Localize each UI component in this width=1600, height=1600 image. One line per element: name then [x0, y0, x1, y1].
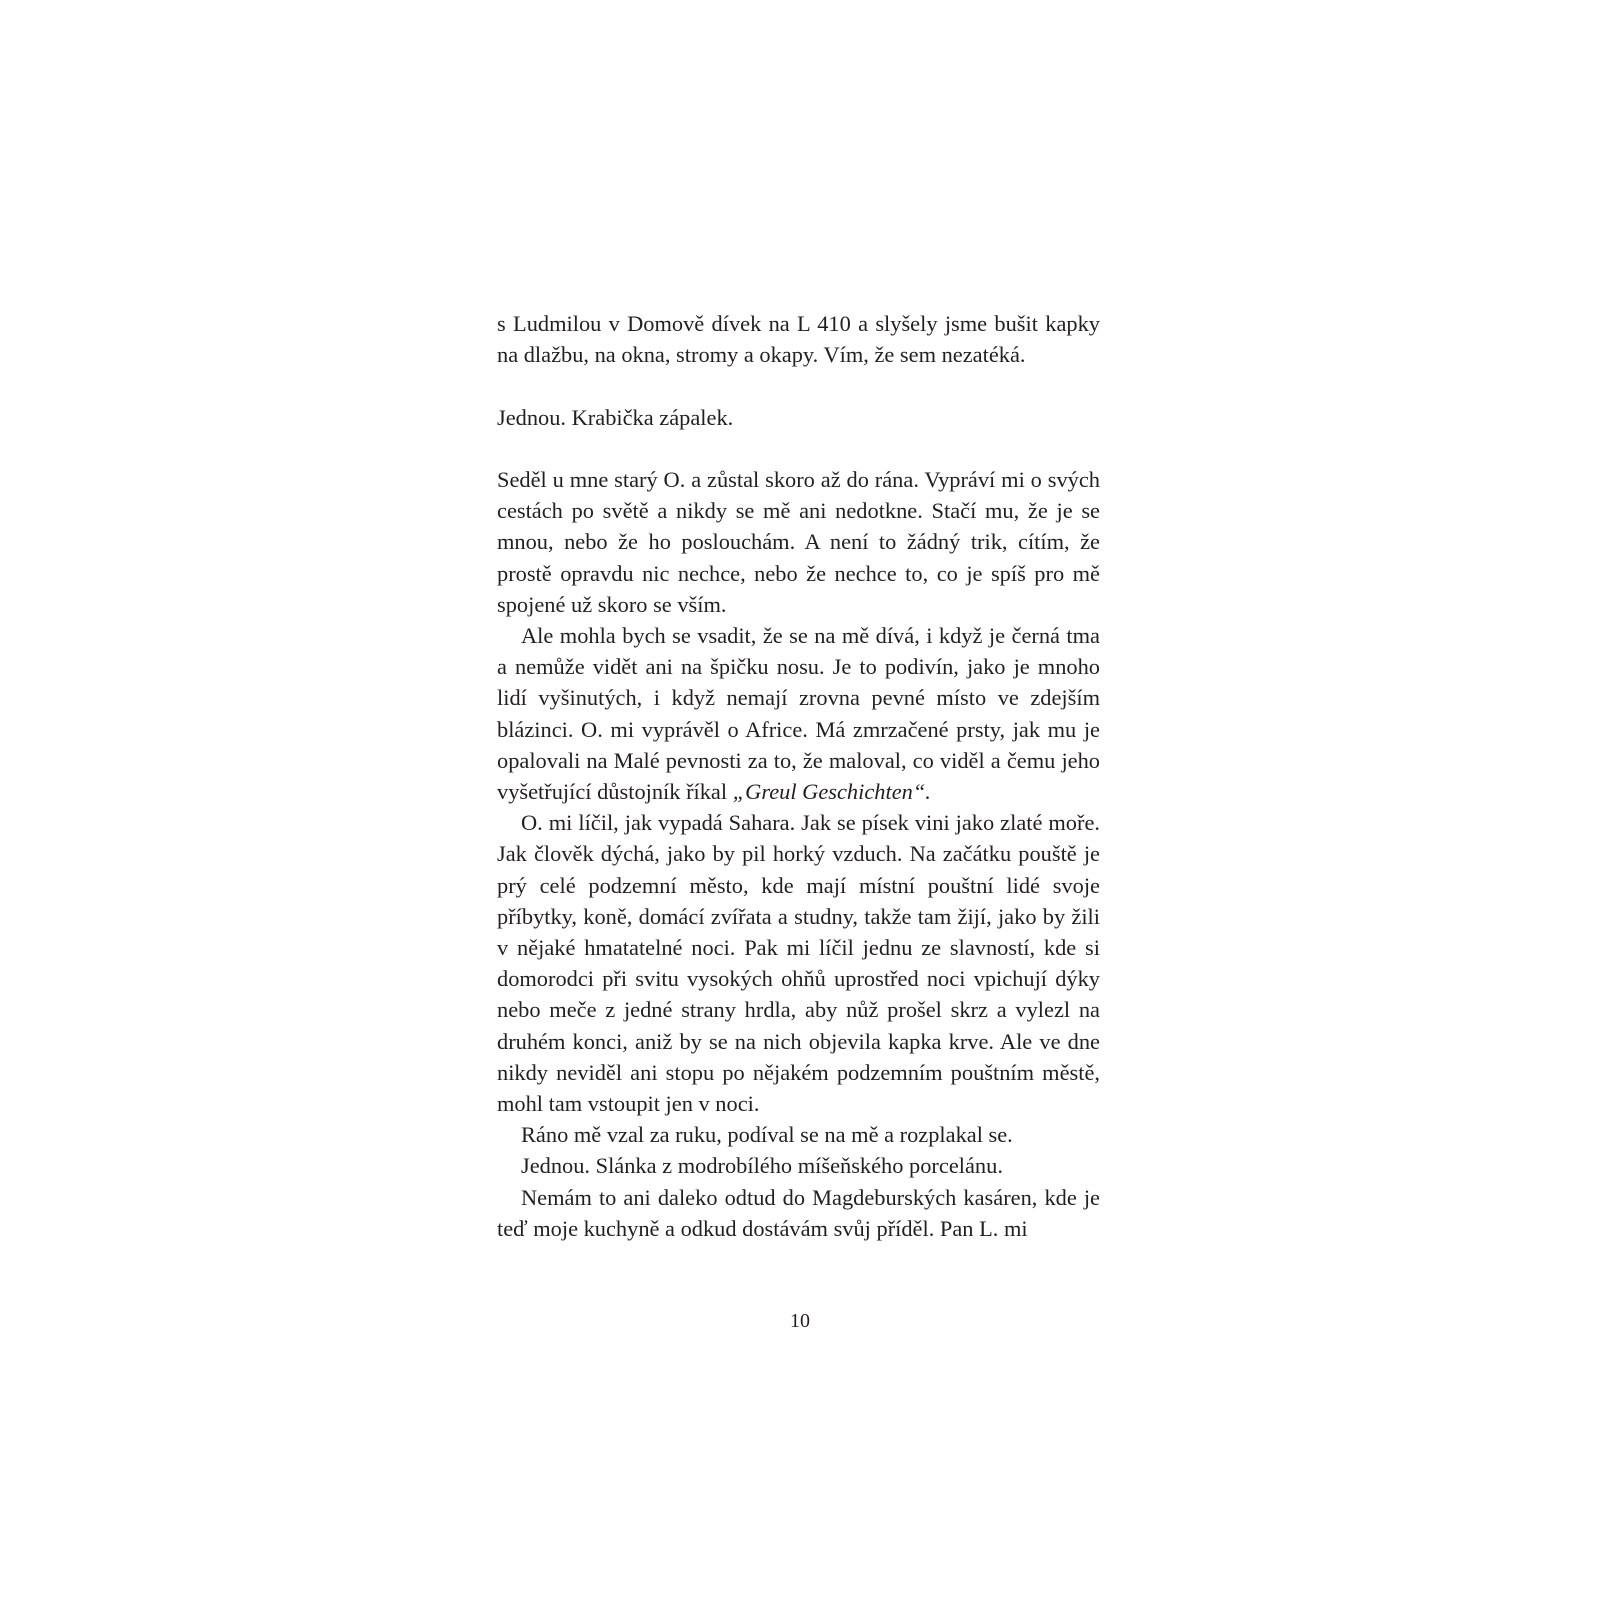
italic-quote: „Greul Geschichten“.	[732, 779, 931, 805]
paragraph-gap	[497, 370, 1100, 401]
paragraph-6: Ráno mě vzal za ruku, podíval se na mě a rozplakal se.	[521, 1122, 1013, 1148]
paragraph-4	[497, 620, 1100, 807]
paragraph-5: O. mi líčil, jak vypadá Sahara. Jak se písek vini jako zlaté moře. Jak člověk dýchá, jako by pil horký vzduch. Na začátku pouště je prý celé podzemní město, kde mají místní pouštní lidé svoje příbytky, koně, domácí zvířata a studny, takže tam žijí, jako by žili v nějaké hmatatelné noci. Pak mi líčil jednu ze slavností, kde si domorodci při svitu vysokých ohňů uprostřed noci vpichují dýky nebo meče z jedné strany hrdla, aby nůž prošel skrz a vylezl na druhém konci, aniž by se na nich objevila kapka krve. Ale ve dne nikdy neviděl ani stopu po nějakém podzemním pouštním městě, mohl tam vstoupit jen v noci.	[497, 810, 1100, 1117]
paragraph-8: Nemám to ani daleko odtud do Magdeburských kasáren, kde je teď moje kuchyně a odkud dostávám svůj příděl. Pan L. mi	[497, 1184, 1100, 1241]
paragraph-7: Jednou. Slánka z modrobílého míšeňského porcelánu.	[521, 1153, 1003, 1179]
paragraph-gap	[497, 433, 1100, 464]
page-body	[497, 308, 1100, 1244]
paragraph-2: Jednou. Krabička zápalek.	[497, 404, 734, 430]
paragraph-1: s Ludmilou v Domově dívek na L 410 a slyšely jsme bušit kapky na dlažbu, na okna, stromy a okapy. Vím, že sem nezatéká.	[497, 311, 1100, 368]
paragraph-4-text: Ale mohla bych se vsadit, že se na mě dívá, i když je černá tma a nemůže vidět ani na špičku nosu. Je to podivín, jako je mnoho lidí vyšinutých, i když nemají zrovna pevné místo ve zdejším blázinci. O. mi vyprávěl o Africe. Má zmrzačené prsty, jak mu je opalovali na Malé pevnosti za to, že maloval, co viděl a čemu jeho vyšetřující důstojník říkal	[497, 623, 1100, 805]
page-number: 10	[790, 1310, 810, 1332]
paragraph-3: Seděl u mne starý O. a zůstal skoro až do rána. Vypráví mi o svých cestách po světě a nikdy se mě ani nedotkne. Stačí mu, že je se mnou, nebo že ho poslouchám. A není to žádný trik, cítím, že prostě opravdu nic nechce, nebo že nechce to, co je spíš pro mě spojené už skoro se vším.	[497, 466, 1100, 617]
